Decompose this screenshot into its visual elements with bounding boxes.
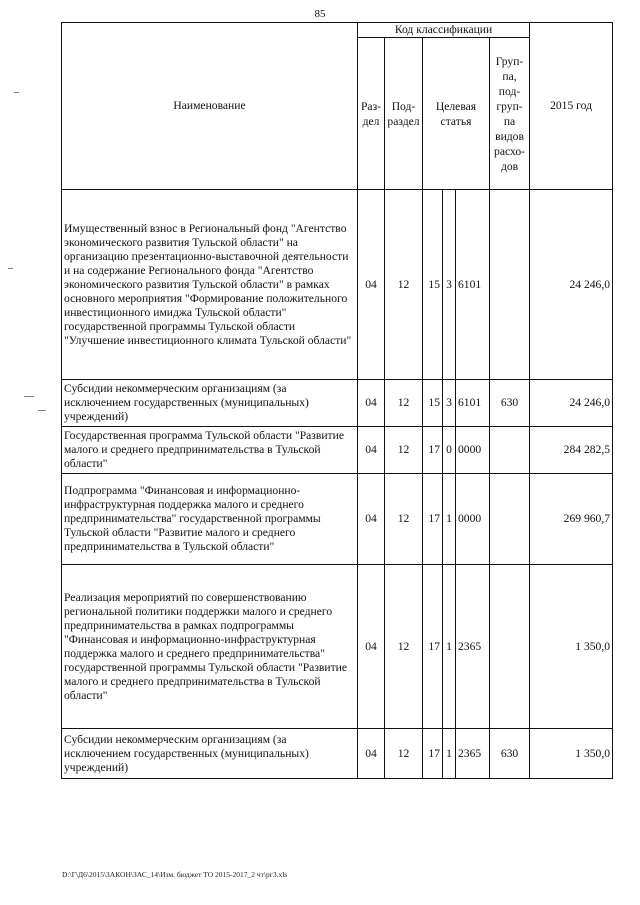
row-subsection-cell: 12: [385, 729, 423, 779]
row-expense-group-cell: 630: [490, 729, 530, 779]
table-row: [62, 729, 613, 779]
row-amount-cell: 269 960,7: [530, 474, 613, 565]
row-expense-group-cell: [490, 565, 530, 729]
page-number: 85: [314, 8, 326, 20]
row-amount-cell: 284 282,5: [530, 427, 613, 474]
row-subsection-cell: 12: [385, 190, 423, 380]
row-article-subprogram-cell: 3: [443, 190, 456, 380]
scan-mark: [24, 396, 34, 397]
row-article-subprogram-cell: 1: [443, 565, 456, 729]
table-row: [62, 565, 613, 729]
row-amount-cell: 1 350,0: [530, 729, 613, 779]
row-article-subprogram-cell: 1: [443, 474, 456, 565]
row-name-cell: Субсидии некоммерческим организациям (за исключением государственных (муниципальных) учреждений): [62, 729, 358, 779]
table-row: [62, 380, 613, 427]
row-expense-group-cell: [490, 190, 530, 380]
row-article-program-cell: 17: [423, 474, 443, 565]
row-article-program-cell: 17: [423, 427, 443, 474]
footer-file-path: D:\Г\Д6\2015\ЗАКОН\ЗАС_14\Изм. бюджет ТО 2015-2017_2 чт\рг3.xls: [62, 870, 288, 879]
row-subsection-cell: 12: [385, 427, 423, 474]
row-subsection-cell: 12: [385, 380, 423, 427]
row-article-subprogram-cell: 3: [443, 380, 456, 427]
row-name-cell: Имущественный взнос в Региональный фонд "Агентство экономического развития Тульской области" на организацию презентационно-выставочной деятельности и на содержание Регионального фонда "Агентство экономического развития Тульской области" в рамках основного мероприятия "Формирование положительного инвестиционного имиджа Тульской области" государственной программы Тульской области "Улучшение инвестиционного климата Тульской области": [62, 190, 358, 380]
table-row: [62, 427, 613, 474]
row-section-cell: 04: [358, 427, 385, 474]
row-name-cell: Реализация мероприятий по совершенствованию региональной политики поддержки малого и среднего предпринимательства в рамках подпрограммы "Финансовая и информационно-инфраструктурная поддержка малого и среднего предпринимательства" государственной программы Тульской области "Развитие малого и среднего предпринимательства в Тульской области": [62, 565, 358, 729]
row-section-cell: 04: [358, 729, 385, 779]
row-article-direction-cell: 6101: [456, 380, 490, 427]
row-amount-cell: 24 246,0: [530, 380, 613, 427]
header-section: Раз- дел: [358, 38, 385, 190]
row-article-subprogram-cell: 0: [443, 427, 456, 474]
row-name-cell: Субсидии некоммерческим организациям (за исключением государственных (муниципальных) учреждений): [62, 380, 358, 427]
row-article-program-cell: 17: [423, 565, 443, 729]
row-article-direction-cell: 2365: [456, 565, 490, 729]
header-name: Наименование: [62, 23, 358, 190]
row-section-cell: 04: [358, 565, 385, 729]
row-article-program-cell: 17: [423, 729, 443, 779]
row-article-program-cell: 15: [423, 190, 443, 380]
row-name-cell: Государственная программа Тульской области "Развитие малого и среднего предпринимательства в Тульской области": [62, 427, 358, 474]
header-expense-group: Груп- па, под- груп- па видов расхо- дов: [490, 38, 530, 190]
scan-mark: [38, 410, 46, 411]
header-target-article: Целевая статья: [423, 38, 490, 190]
row-section-cell: 04: [358, 474, 385, 565]
row-subsection-cell: 12: [385, 474, 423, 565]
row-expense-group-cell: [490, 427, 530, 474]
row-article-subprogram-cell: 1: [443, 729, 456, 779]
row-name-cell: Подпрограмма "Финансовая и информационно-инфраструктурная поддержка малого и среднего предпринимательства" государственной программы Тульской области "Развитие малого и среднего предпринимательства в Тульской области": [62, 474, 358, 565]
scan-mark: [14, 92, 19, 93]
row-article-direction-cell: 6101: [456, 190, 490, 380]
row-subsection-cell: 12: [385, 565, 423, 729]
row-article-direction-cell: 2365: [456, 729, 490, 779]
row-article-direction-cell: 0000: [456, 427, 490, 474]
budget-table: [61, 22, 613, 779]
table-row: [62, 474, 613, 565]
row-section-cell: 04: [358, 380, 385, 427]
row-amount-cell: 1 350,0: [530, 565, 613, 729]
scan-mark: [8, 268, 13, 269]
header-subsection: Под- раздел: [385, 38, 423, 190]
row-section-cell: 04: [358, 190, 385, 380]
row-expense-group-cell: [490, 474, 530, 565]
row-expense-group-cell: 630: [490, 380, 530, 427]
header-year: 2015 год: [530, 23, 613, 190]
row-amount-cell: 24 246,0: [530, 190, 613, 380]
header-classification-code: Код классификации: [358, 23, 530, 38]
row-article-direction-cell: 0000: [456, 474, 490, 565]
row-article-program-cell: 15: [423, 380, 443, 427]
table-row: [62, 190, 613, 380]
